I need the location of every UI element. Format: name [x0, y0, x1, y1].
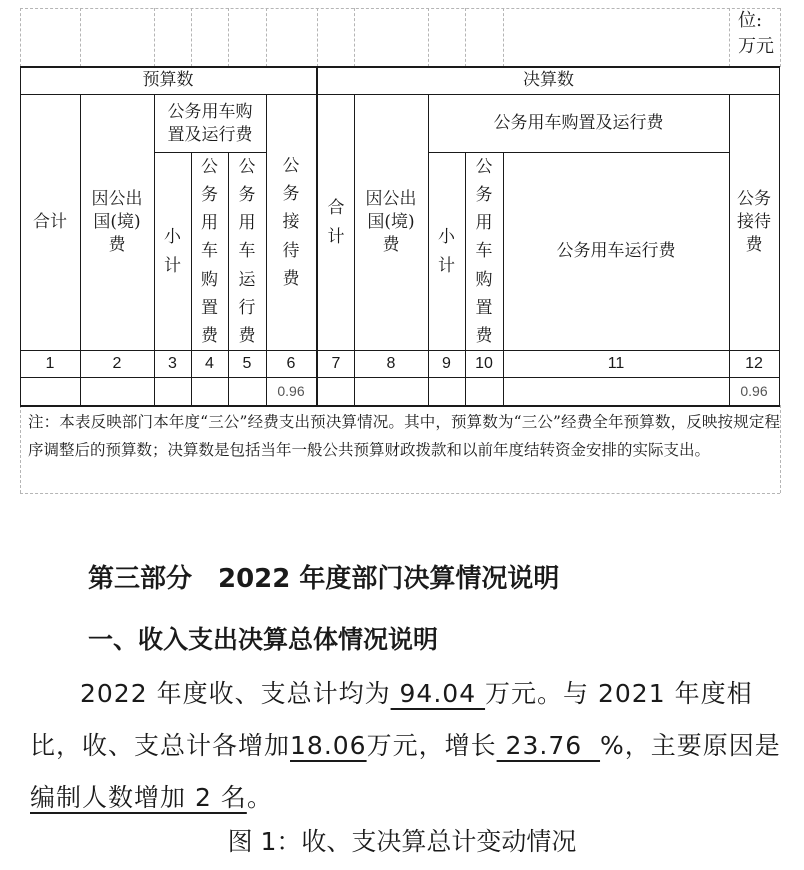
index-cell: 12 [745, 355, 763, 373]
final-abroad-header: 因公出 国(境) 费 [365, 189, 417, 255]
final-subtotal-header: 小计 [438, 227, 455, 276]
value-cell [191, 378, 228, 405]
final-reception-header: 公务 接待 费 [737, 189, 771, 255]
value-cell [465, 378, 503, 405]
index-cell: 5 [242, 355, 252, 373]
budget-abroad-header: 因公出 国(境) 费 [91, 189, 143, 255]
index-cell: 2 [112, 355, 122, 373]
value-cell [318, 378, 354, 405]
budget-reception-header: 公务接待费 [282, 156, 300, 289]
para-text: %，主要原因是 [600, 731, 781, 760]
index-cell: 8 [386, 355, 396, 373]
value-cell [503, 378, 729, 405]
index-cell: 3 [168, 355, 177, 373]
value-cell [228, 378, 266, 405]
budget-vehicle-purchase-header: 公务用车购置费 [201, 157, 218, 346]
index-cell: 10 [475, 355, 493, 373]
value-cell [154, 378, 191, 405]
para-text: 万元。与 2021 年度相比，收、支总计各增加 [30, 679, 753, 760]
growth-value: 23.76 [496, 731, 601, 760]
summary-paragraph [30, 668, 782, 824]
value-cell [80, 378, 154, 405]
table-note: 注：本表反映部门本年度“三公”经费支出预决算情况。其中，预算数为“三公”经费全年预算数，反映按规定程序调整后的预算数；决算数是包括当年一般公共预算财政拨款和以前年度结转资金安排的实际支出。 [28, 413, 780, 459]
figure-caption: 图 1：收、支决算总计变动情况 [227, 827, 577, 856]
budget-vehicle-operation-header: 公务用车运行费 [238, 157, 256, 346]
value-cell [20, 378, 80, 405]
final-vehicle-operation-header: 公务用车运行费 [556, 241, 676, 262]
final-reception-value: 0.96 [740, 383, 768, 400]
budget-header: 预算数 [142, 70, 194, 91]
budget-reception-value: 0.96 [277, 383, 305, 400]
final-header: 决算数 [523, 70, 574, 91]
part-title: 第三部分 2022 年度部门决算情况说明 [88, 564, 560, 594]
increase-value: 18.06 [290, 731, 367, 760]
para-text: 。 [246, 783, 273, 812]
value-cell [428, 378, 465, 405]
total-value: 94.04 [390, 679, 486, 708]
final-vehicle-purchase-header: 公务用车购置费 [475, 157, 493, 346]
section-heading: 一、收入支出决算总体情况说明 [88, 625, 439, 654]
final-total-header: 合计 [327, 198, 345, 247]
budget-subtotal-header: 小计 [164, 227, 181, 276]
unit-label: 位: 万元 [738, 10, 774, 57]
para-text: 2022 年度收、支总计均为 [80, 679, 391, 708]
final-vehicle-group-header: 公务用车购置及运行费 [493, 113, 664, 134]
budget-total-header: 合计 [33, 212, 67, 233]
reason-value: 编制人数增加 2 名 [30, 783, 247, 812]
index-cell: 6 [286, 355, 296, 373]
value-cell [354, 378, 428, 405]
index-cell: 7 [331, 355, 341, 373]
budget-vehicle-group-header: 公务用车购 置及运行费 [167, 101, 253, 145]
index-cell: 4 [205, 355, 214, 373]
index-cell: 9 [442, 355, 451, 373]
index-cell: 1 [45, 355, 55, 373]
index-cell: 11 [607, 355, 625, 373]
para-text: 万元，增长 [366, 731, 497, 760]
